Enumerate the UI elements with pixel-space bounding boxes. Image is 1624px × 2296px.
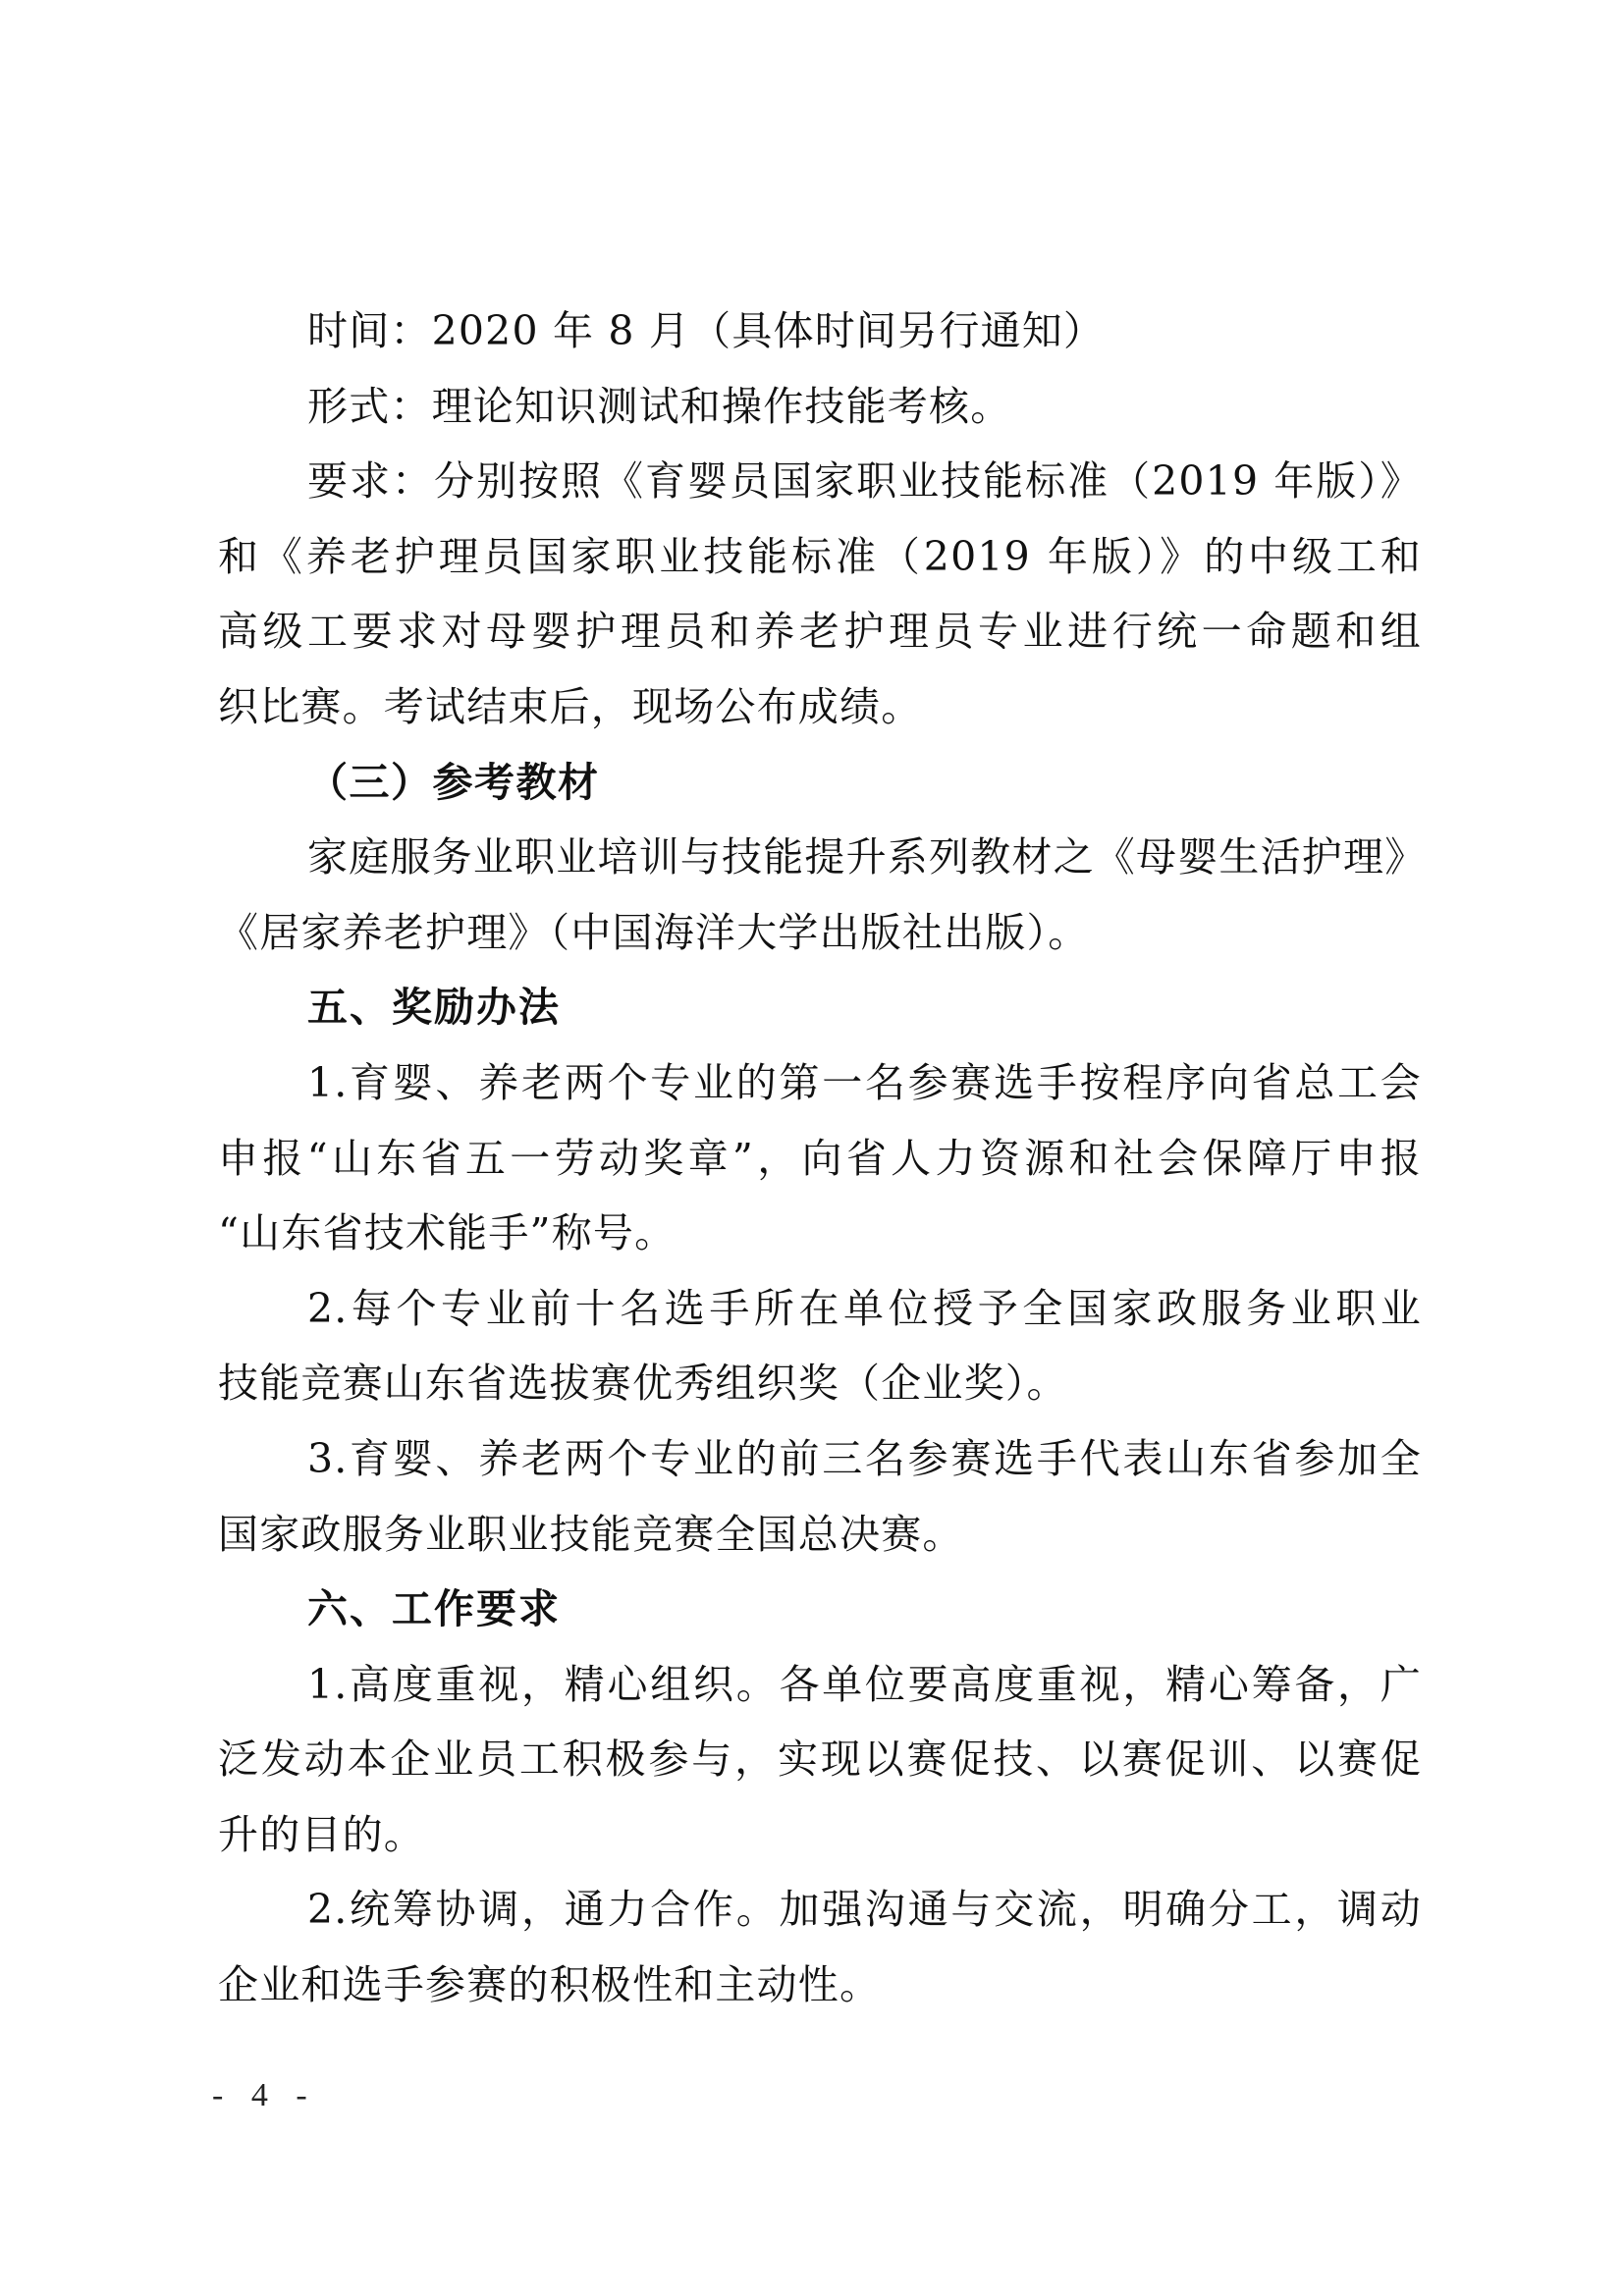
paragraph-materials-cont: 《居家养老护理》（中国海洋大学出版社出版）。 bbox=[218, 908, 1090, 956]
reward-item-3-cont: 国家政服务业职业技能竞赛全国总决赛。 bbox=[218, 1510, 964, 1558]
page-number: - 4 - bbox=[212, 2077, 317, 2113]
subheading-reference-materials: （三）参考教材 bbox=[307, 758, 600, 806]
section-heading-work-requirements: 六、工作要求 bbox=[307, 1585, 561, 1633]
work-item-2-cont: 企业和选手参赛的积极性和主动性。 bbox=[218, 1961, 882, 2009]
reward-item-2-cont: 技能竞赛山东省选拔赛优秀组织奖（企业奖）。 bbox=[218, 1360, 1068, 1408]
paragraph-time: 时间：2020 年 8 月（具体时间另行通知） bbox=[307, 307, 1106, 354]
work-item-2: 2.统筹协调，通力合作。加强沟通与交流，明确分工，调动 bbox=[307, 1886, 1422, 1934]
reward-item-1-cont: “山东省技术能手”称号。 bbox=[218, 1209, 677, 1257]
document-body bbox=[218, 294, 1427, 2023]
work-item-1: 1.高度重视，精心组织。各单位要高度重视，精心筹备，广 bbox=[307, 1660, 1422, 1708]
paragraph-materials: 家庭服务业职业培训与技能提升系列教材之《母婴生活护理》 bbox=[307, 833, 1427, 881]
paragraph-format: 形式：理论知识测试和操作技能考核。 bbox=[307, 382, 1012, 430]
reward-item-2: 2.每个专业前十名选手所在单位授予全国家政服务业职业 bbox=[307, 1284, 1422, 1332]
section-heading-rewards: 五、奖励办法 bbox=[307, 984, 561, 1032]
paragraph-requirements-cont: 织比赛。考试结束后，现场公布成绩。 bbox=[218, 682, 923, 730]
paragraph-requirements: 要求：分别按照《育婴员国家职业技能标准（2019 年版）》 bbox=[307, 457, 1422, 506]
paragraph-requirements-cont: 和《养老护理员国家职业技能标准（2019 年版）》的中级工和 bbox=[218, 532, 1422, 580]
work-item-1-cont: 升的目的。 bbox=[218, 1810, 425, 1858]
reward-item-3: 3.育婴、养老两个专业的前三名参赛选手代表山东省参加全 bbox=[307, 1434, 1422, 1482]
paragraph-requirements-cont: 高级工要求对母婴护理员和养老护理员专业进行统一命题和组 bbox=[218, 608, 1422, 656]
work-item-1-cont: 泛发动本企业员工积极参与，实现以赛促技、以赛促训、以赛促 bbox=[218, 1735, 1422, 1784]
reward-item-1-cont: 申报“山东省五一劳动奖章”，向省人力资源和社会保障厅申报 bbox=[218, 1134, 1422, 1182]
reward-item-1: 1.育婴、养老两个专业的第一名参赛选手按程序向省总工会 bbox=[307, 1058, 1422, 1106]
